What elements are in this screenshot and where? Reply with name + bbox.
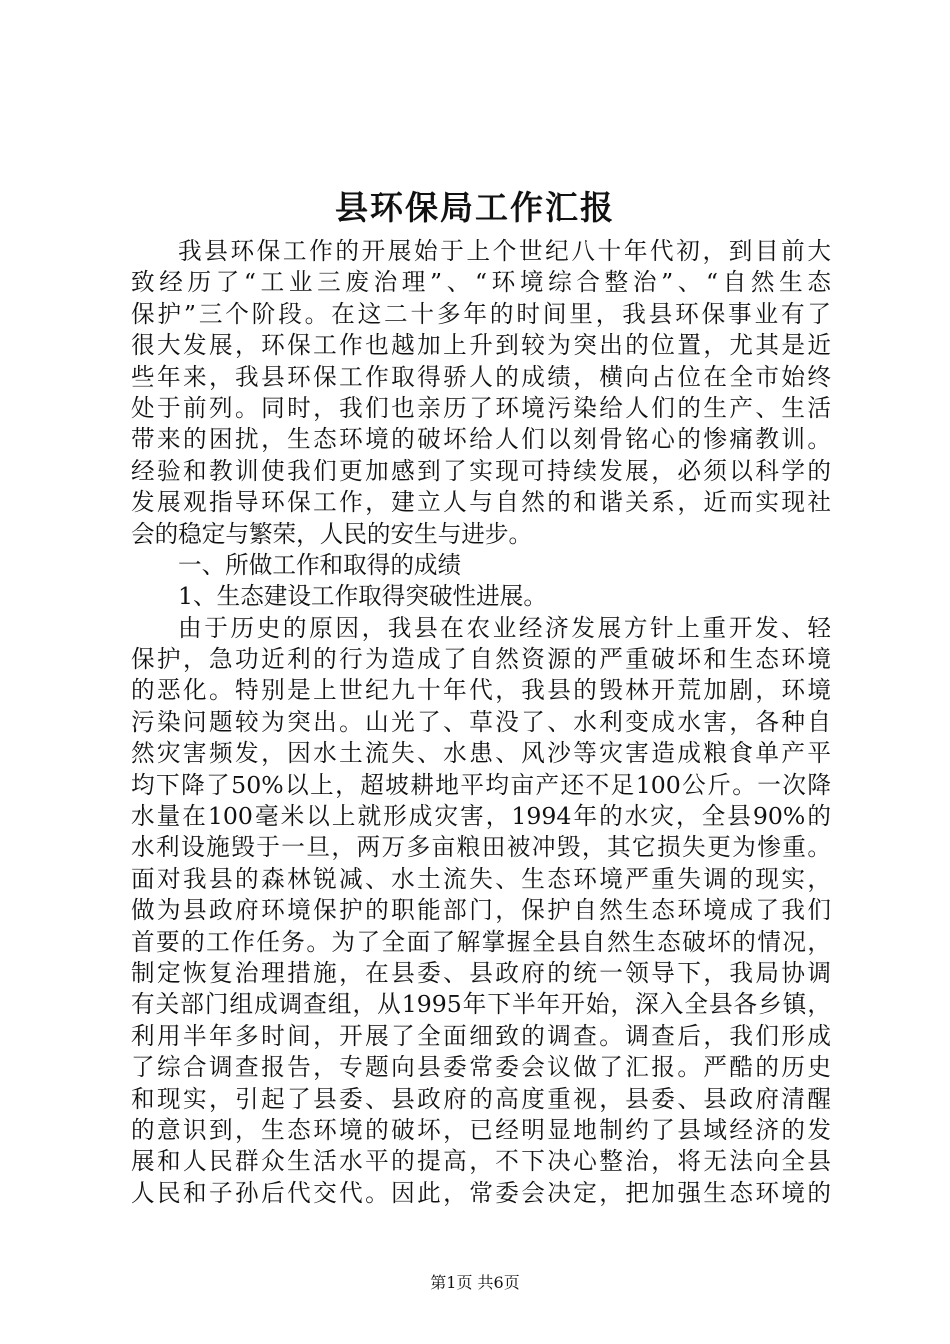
text-line: 污染问题较为突出。山光了、草没了、水利变成水害，各种自: [131, 707, 831, 736]
text-line: 然灾害频发，因水土流失、水患、风沙等灾害造成粮食单产平: [131, 739, 831, 768]
text-line: 的恶化。特别是上世纪九十年代，我县的毁林开荒加剧，环境: [131, 676, 831, 705]
document-title: 县环保局工作汇报: [335, 188, 615, 227]
text-line: 展和人民群众生活水平的提高，不下决心整治，将无法向全县: [131, 1147, 831, 1176]
text-line: 人民和子孙后代交代。因此，常委会决定，把加强生态环境的: [131, 1178, 831, 1207]
text-line: 致经历了“工业三废治理”、“环境综合整治”、“自然生态: [131, 268, 831, 297]
text-line: 的意识到，生态环境的破坏，已经明显地制约了县域经济的发: [131, 1115, 831, 1144]
text-line: 制定恢复治理措施，在县委、县政府的统一领导下，我局协调: [131, 958, 831, 987]
text-line: 处于前列。同时，我们也亲历了环境污染给人们的生产、生活: [131, 393, 831, 422]
document-body: [131, 236, 831, 1209]
text-line: 带来的困扰，生态环境的破坏给人们以刻骨铭心的惨痛教训。: [131, 425, 831, 454]
text-line: 保护，急功近利的行为造成了自然资源的严重破坏和生态环境: [131, 645, 831, 674]
text-line: 有关部门组成调查组，从1995年下半年开始，深入全县各乡镇，: [131, 990, 831, 1019]
text-line: 均下降了50%以上，超坡耕地平均亩产还不足100公斤。一次降: [131, 770, 831, 799]
text-line: 会的稳定与繁荣，人民的安生与进步。: [131, 519, 533, 548]
text-line: 1、生态建设工作取得突破性进展。: [178, 582, 547, 611]
text-line: 些年来，我县环保工作取得骄人的成绩，横向占位在全市始终: [131, 362, 831, 391]
text-line: 由于历史的原因，我县在农业经济发展方针上重开发、轻: [178, 613, 831, 642]
text-line: 发展观指导环保工作，建立人与自然的和谐关系，近而实现社: [131, 488, 831, 517]
text-line: 经验和教训使我们更加感到了实现可持续发展，必须以科学的: [131, 456, 831, 485]
text-line: 做为县政府环境保护的职能部门，保护自然生态环境成了我们: [131, 896, 831, 925]
page-footer: 第1页 共6页: [430, 1273, 520, 1292]
text-line: 首要的工作任务。为了全面了解掌握全县自然生态破坏的情况，: [131, 927, 831, 956]
text-line: 面对我县的森林锐减、水土流失、生态环境严重失调的现实，: [131, 864, 831, 893]
text-line: 我县环保工作的开展始于上个世纪八十年代初，到目前大: [178, 237, 831, 265]
text-line: 很大发展，环保工作也越加上升到较为突出的位置，尤其是近: [131, 331, 831, 360]
text-line: 了综合调查报告，专题向县委常委会议做了汇报。严酷的历史: [131, 1053, 831, 1082]
text-line: 利用半年多时间，开展了全面细致的调查。调查后，我们形成: [131, 1021, 831, 1050]
text-line: 一、所做工作和取得的成绩: [178, 550, 462, 579]
text-line: 保护”三个阶段。在这二十多年的时间里，我县环保事业有了: [131, 299, 831, 328]
text-line: 水利设施毁于一旦，两万多亩粮田被冲毁，其它损失更为惨重。: [131, 833, 831, 862]
text-line: 水量在100毫米以上就形成灾害，1994年的水灾，全县90%的: [131, 802, 831, 831]
text-line: 和现实，引起了县委、县政府的高度重视，县委、县政府清醒: [131, 1084, 831, 1113]
